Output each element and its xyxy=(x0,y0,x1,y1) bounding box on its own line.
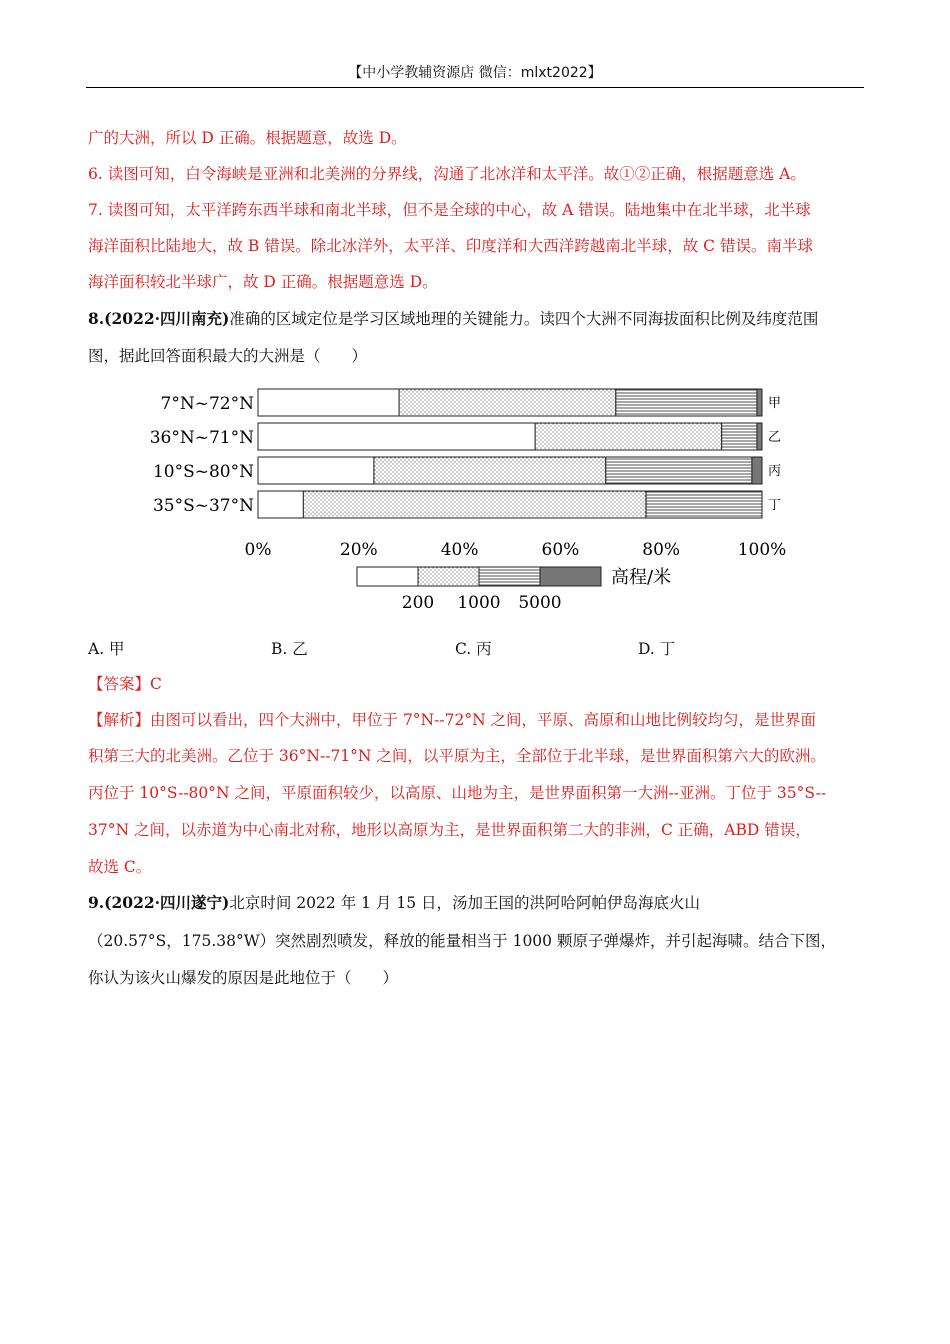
category-label: 35°S~37°N xyxy=(152,496,254,516)
bar-segment xyxy=(606,457,752,484)
q8-answer xyxy=(88,673,162,695)
q7-answer-line1: 7. 读图可知，太平洋跨东西半球和南北半球，但不是全球的中心，故 A 错误。陆地集中在北半球，北半球 xyxy=(88,201,811,219)
category-tag: 丁 xyxy=(768,498,782,513)
option-a: A. 甲 xyxy=(88,640,125,658)
category-tag: 乙 xyxy=(768,430,782,445)
q6-answer: 6. 读图可知，白令海峡是亚洲和北美洲的分界线，沟通了北冰洋和太平洋。故①②正确，根据题意选 A。 xyxy=(88,165,806,183)
q8-analysis-line1 xyxy=(88,709,816,731)
bar-segment xyxy=(399,389,616,416)
bar-segment xyxy=(374,457,606,484)
bar-segment xyxy=(757,423,762,450)
bar-segment xyxy=(258,491,303,518)
category-label: 7°N~72°N xyxy=(160,394,254,414)
q7-answer-line3: 海洋面积较北半球广，故 D 正确。根据题意选 D。 xyxy=(88,273,438,291)
bar-segment xyxy=(258,423,535,450)
category-tag: 甲 xyxy=(768,396,782,411)
q8-analysis-line4: 37°N 之间，以赤道为中心南北对称，地形以高原为主，是世界面积第二大的非洲，C 正确，ABD 错误， xyxy=(88,821,811,839)
x-tick-label: 80% xyxy=(642,540,681,560)
analysis-text: 由图可以看出，四个大洲中，甲位于 7°N--72°N 之间，平原、高原和山地比例较均匀，是世界面 xyxy=(150,711,817,729)
option-c: C. 丙 xyxy=(455,640,492,658)
q7-answer-line2: 海洋面积比陆地大，故 B 错误。除北冰洋外，太平洋、印度洋和大西洋跨越南北半球，故 C 错误。南半球 xyxy=(88,237,813,255)
category-label: 10°S~80°N xyxy=(152,462,254,482)
option-b: B. 乙 xyxy=(271,640,308,658)
q8-analysis-line2: 积第三大的北美洲。乙位于 36°N--71°N 之间，以平原为主，全部位于北半球，是世界面积第六大的欧洲。 xyxy=(88,747,826,765)
x-tick-label: 0% xyxy=(244,540,272,560)
x-tick-label: 20% xyxy=(339,540,378,560)
q8-source: 8.(2022·四川南充) xyxy=(88,309,230,328)
analysis-label: 【解析】 xyxy=(88,711,151,729)
bar-segment xyxy=(258,389,399,416)
q8-stem-line2: 图，据此回答面积最大的大洲是（ ） xyxy=(88,347,368,365)
q8-stem-line1 xyxy=(88,308,818,330)
legend-swatch xyxy=(418,567,479,586)
header-divider xyxy=(86,87,864,88)
elevation-latitude-chart xyxy=(140,383,800,615)
page-header: 【中小学教辅资源店 微信：mlxt2022】 xyxy=(348,65,602,81)
legend-tick-label: 1000 xyxy=(457,593,501,613)
bar-segment xyxy=(752,457,762,484)
legend-title: 高程/米 xyxy=(611,567,672,588)
category-label: 36°N~71°N xyxy=(149,428,254,448)
bar-segment xyxy=(646,491,762,518)
q9-stem-line2: （20.57°S，175.38°W）突然剧烈喷发，释放的能量相当于 1000 颗原子弹爆炸，并引起海啸。结合下图， xyxy=(88,932,836,950)
q9-stem-line1 xyxy=(88,892,700,914)
bar-segment xyxy=(616,389,757,416)
legend-swatch xyxy=(479,567,540,586)
q8-analysis-line3: 丙位于 10°S--80°N 之间，平原面积较少，以高原、山地为主，是世界面积第一大洲--亚洲。丁位于 35°S-- xyxy=(88,784,827,802)
legend-tick-label: 200 xyxy=(401,593,435,613)
q9-source: 9.(2022·四川遂宁) xyxy=(88,893,230,912)
x-tick-label: 60% xyxy=(541,540,580,560)
q8-stem-text: 准确的区域定位是学习区域地理的关键能力。读四个大洲不同海拔面积比例及纬度范围 xyxy=(229,310,819,328)
bar-segment xyxy=(722,423,757,450)
x-tick-label: 100% xyxy=(737,540,787,560)
x-tick-label: 40% xyxy=(440,540,479,560)
option-d: D. 丁 xyxy=(638,640,676,658)
bar-segment xyxy=(303,491,646,518)
q9-stem-line3: 你认为该火山爆发的原因是此地位于（ ） xyxy=(88,969,399,987)
legend-swatch xyxy=(357,567,418,586)
category-tag: 丙 xyxy=(768,464,782,479)
legend-swatch xyxy=(540,567,601,586)
q8-analysis-line5: 故选 C。 xyxy=(88,858,152,876)
q9-stem-text: 北京时间 2022 年 1 月 15 日，汤加王国的洪阿哈阿帕伊岛海底火山 xyxy=(229,894,700,912)
prev-answer-tail: 广的大洲，所以 D 正确。根据题意，故选 D。 xyxy=(88,129,407,147)
bar-segment xyxy=(757,389,762,416)
answer-label: 【答案】 xyxy=(88,675,151,693)
bar-segment xyxy=(258,457,374,484)
bar-segment xyxy=(535,423,721,450)
legend-tick-label: 5000 xyxy=(518,593,562,613)
answer-value: C xyxy=(150,675,162,693)
